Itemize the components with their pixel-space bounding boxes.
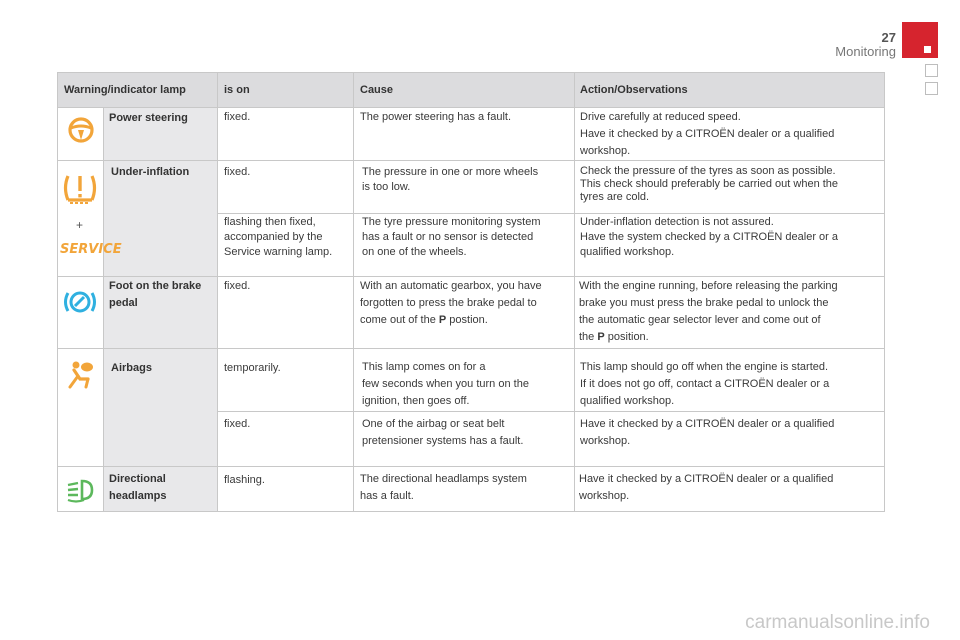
is-on-power: fixed. <box>224 111 251 123</box>
lamp-name-airbags: Airbags <box>111 362 152 374</box>
lamp-name-power-steering: Power steering <box>109 112 188 124</box>
action-headlamps: Have it checked by a CITROËN dealer or a qualified workshop. <box>579 473 834 502</box>
watermark-text: carmanualsonline.info <box>745 612 930 633</box>
lamp-name-under-inflation: Under-inflation <box>111 166 190 178</box>
action-power: Drive carefully at reduced speed. Have it checked by a CITROËN dealer or a qualified workshop. <box>580 111 835 157</box>
page-number: 27 <box>881 30 896 45</box>
header-cause: Cause <box>360 84 394 96</box>
action-underinflation-flashing: Under-inflation detection is not assured. Have the system checked by a CITROËN dealer or a qualified workshop. <box>580 216 838 258</box>
lamp-name-headlamps: Directional headlamps <box>109 473 167 502</box>
action-brake: With the engine running, before releasing the parking brake you must press the brake pedal to unlock the the automatic gear selector lever and come out of the P position. <box>579 280 838 343</box>
header-is-on: is on <box>224 84 250 96</box>
chapter-tab[interactable] <box>925 82 938 95</box>
cause-airbags-fixed: One of the airbag or seat belt pretensioner systems has a fault. <box>362 418 524 447</box>
action-underinflation-fixed: Check the pressure of the tyres as soon as possible. This check should preferably be carried out when the tyres are cold. <box>580 165 839 203</box>
warning-lamp-table <box>57 72 885 512</box>
is-on-airbags-fixed: fixed. <box>224 418 251 430</box>
is-on-underinflation-fixed: fixed. <box>224 166 251 178</box>
plus-sign: + <box>76 218 84 232</box>
cause-headlamps: The directional headlamps system has a fault. <box>360 473 527 502</box>
is-on-headlamps: flashing. <box>224 474 265 486</box>
power-steering-icon <box>64 113 98 147</box>
chapter-tab[interactable] <box>925 64 938 77</box>
lamp-name-brake: Foot on the brake pedal <box>109 280 202 309</box>
section-title: Monitoring <box>835 44 896 59</box>
chapter-tab-active[interactable] <box>902 22 938 58</box>
cause-underinflation-fixed: The pressure in one or more wheels is too low. <box>362 166 539 193</box>
cause-underinflation-flashing: The tyre pressure monitoring system has a fault or no sensor is detected on one of the wheels. <box>362 216 541 258</box>
is-on-brake: fixed. <box>224 280 251 292</box>
table-header <box>58 73 884 108</box>
header-action: Action/Observations <box>580 84 688 96</box>
is-on-airbags-temporarily: temporarily. <box>224 362 281 374</box>
watermark <box>0 610 960 640</box>
tyre-under-inflation-icon <box>60 168 100 208</box>
is-on-underinflation-flashing: flashing then fixed, accompanied by the Service warning lamp. <box>224 216 333 258</box>
cause-airbags-temporarily: This lamp comes on for a few seconds when you turn on the ignition, then goes off. <box>362 361 529 407</box>
action-airbags-temporarily: This lamp should go off when the engine is started. If it does not go off, contact a CITROËN dealer or a qualified workshop. <box>580 361 830 407</box>
airbag-icon <box>64 357 96 393</box>
header-lamp: Warning/indicator lamp <box>64 84 186 96</box>
directional-headlamps-icon <box>64 477 96 503</box>
service-warning-icon: SERVICE <box>60 242 122 257</box>
cause-power: The power steering has a fault. <box>360 111 512 123</box>
brake-pedal-icon <box>62 284 98 320</box>
cause-brake: With an automatic gearbox, you have forgotten to press the brake pedal to come out of the P postion. <box>360 280 542 326</box>
action-airbags-fixed: Have it checked by a CITROËN dealer or a qualified workshop. <box>580 418 835 447</box>
tab-marker-icon <box>924 46 931 53</box>
